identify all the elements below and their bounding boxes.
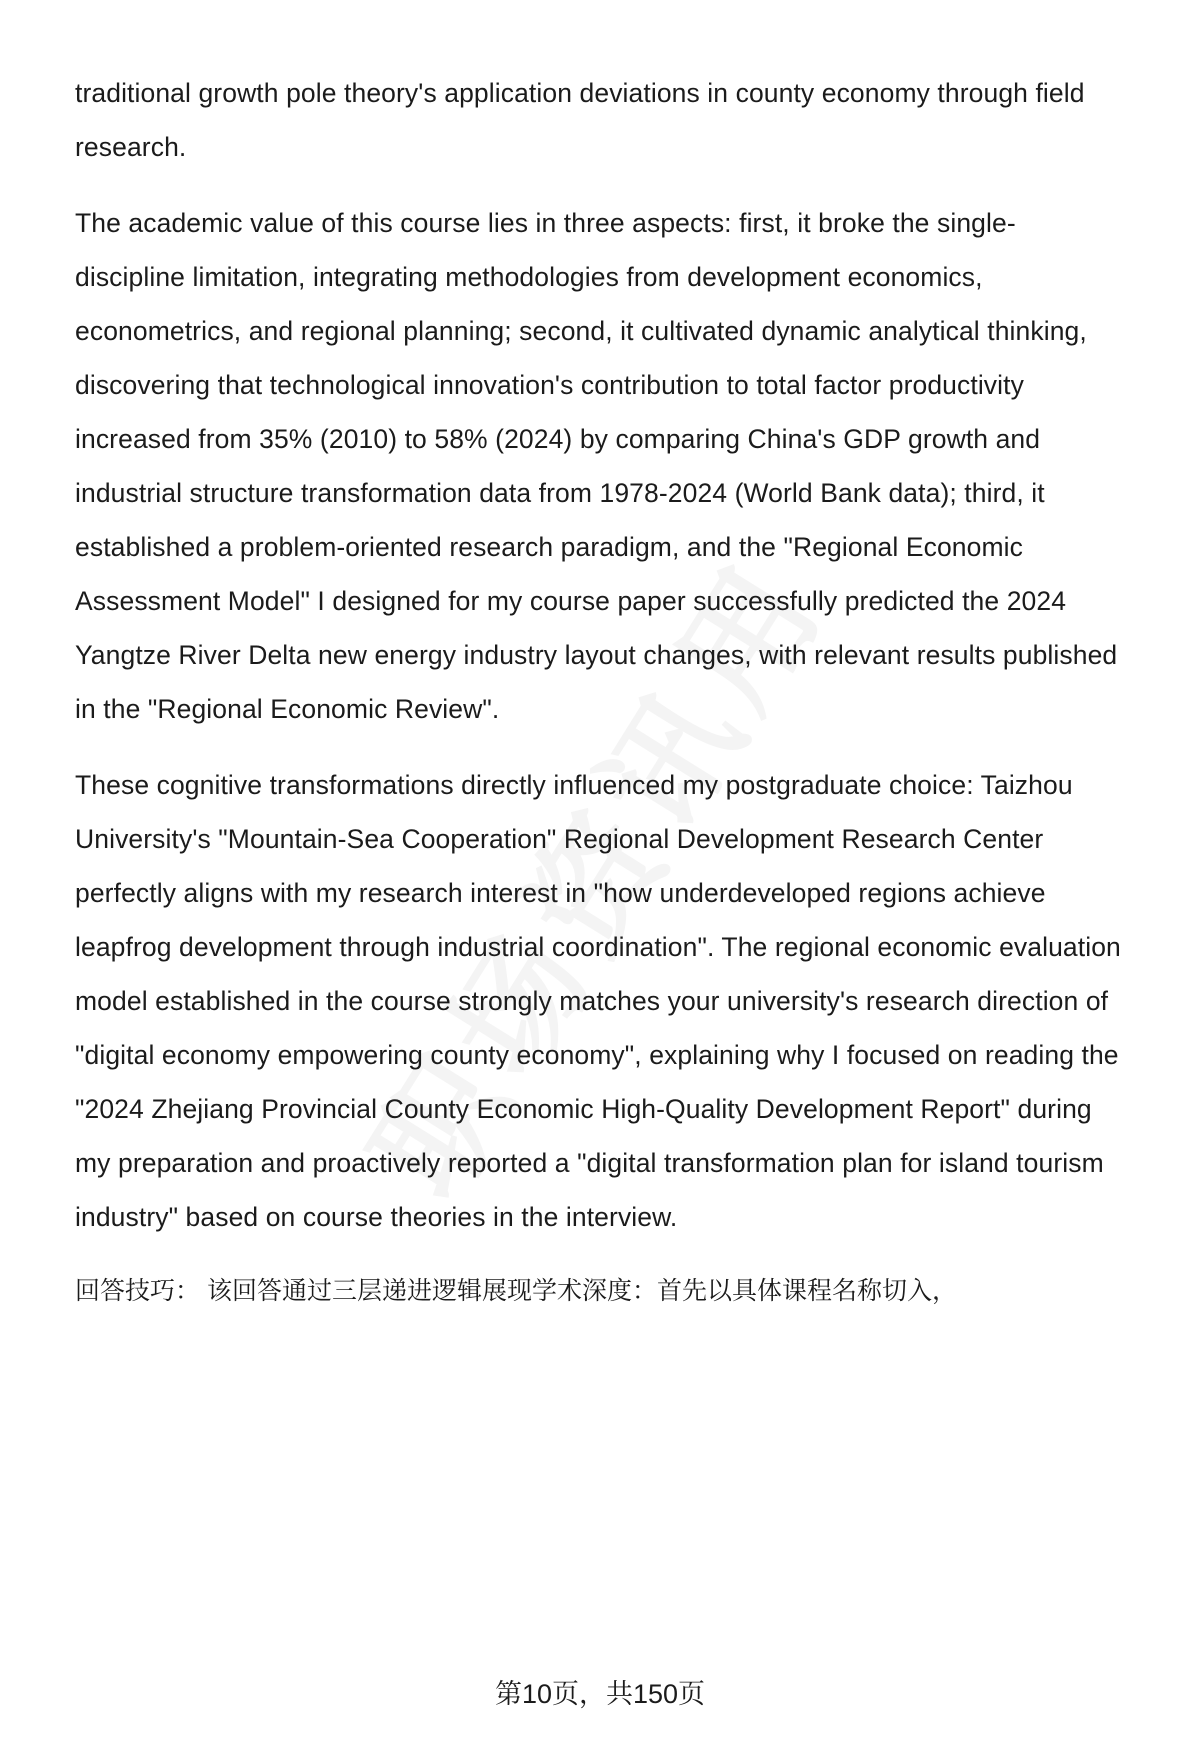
page-footer: 第10页，共150页 <box>494 1679 706 1709</box>
paragraph: The academic value of this course lies in three aspects: first, it broke the single-discipline limitation, integrating methodologies from development economics, econometrics, and regional planning; second, it cultivated dynamic analytical thinking, discovering that technological innovation's contribution to total factor productivity increased from 35% (2010) to 58% (2024) by comparing China's GDP growth and industrial structure transformation data from 1978-2024 (World Bank data); third, it established a problem-oriented research paradigm, and the "Regional Economic Assessment Model" I designed for my course paper successfully predicted the 2024 Yangtze River Delta new energy industry layout changes, with relevant results published in the "Regional Economic Review". <box>75 208 1118 724</box>
document-body <box>75 66 1125 1314</box>
paragraph: traditional growth pole theory's application deviations in county economy through field research. <box>75 78 1085 162</box>
paragraph: These cognitive transformations directly influenced my postgraduate choice: Taizhou University's "Mountain-Sea Cooperation" Regional Development Research Center perfectly aligns with my research interest in "how underdeveloped regions achieve leapfrog development through industrial coordination". The regional economic evaluation model established in the course strongly matches your university's research direction of "digital economy empowering county economy", explaining why I focused on reading the "2024 Zhejiang Provincial County Economic High-Quality Development Report" during my preparation and proactively reported a "digital transformation plan for island tourism industry" based on course theories in the interview. <box>75 770 1121 1232</box>
answer-tip-line: 回答技巧： 该回答通过三层递进逻辑展现学术深度：首先以具体课程名称切入， <box>75 1277 957 1305</box>
